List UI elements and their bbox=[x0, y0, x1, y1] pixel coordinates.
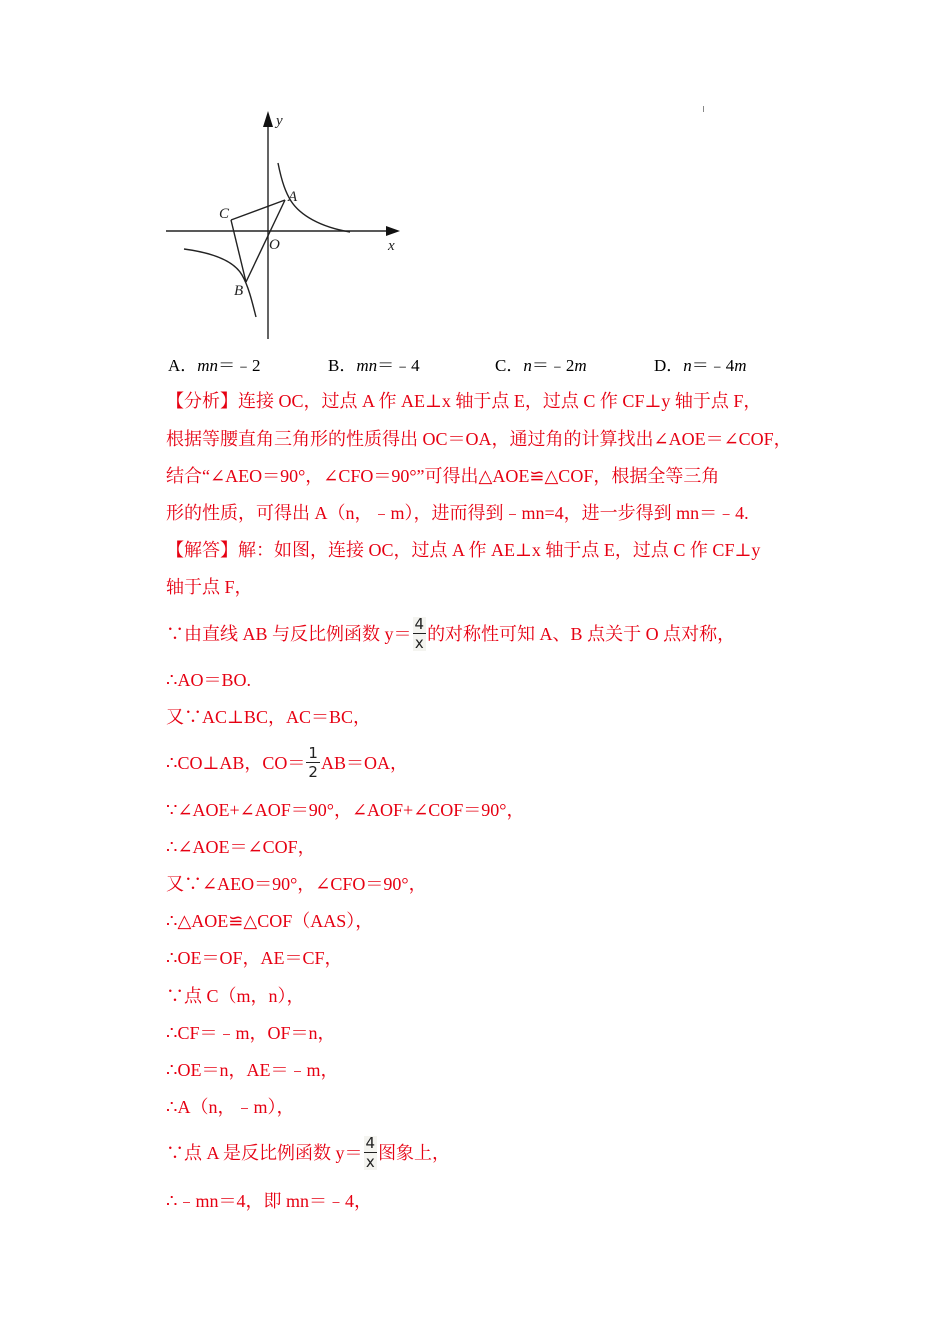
solution-intro-cont: 轴于点 F， bbox=[166, 577, 253, 597]
solution-step-2: ∴AO＝BO. bbox=[166, 670, 251, 690]
hyperbola-branch-q3 bbox=[184, 249, 256, 317]
analysis-line-2: 根据等腰直角三角形的性质得出 OC＝OA，通过角的计算找出∠AOE＝∠COF， bbox=[166, 429, 792, 449]
solution-step-4: ∴CO⊥AB，CO＝ $\frac{1}{2}$ AB＝OA， bbox=[166, 744, 408, 781]
solution-step-6: ∴∠AOE＝∠COF， bbox=[166, 837, 316, 857]
option-c[interactable]: C．n＝﹣2m bbox=[495, 356, 587, 375]
option-a[interactable]: A．mn＝﹣2 bbox=[168, 356, 261, 375]
y-axis-label: y bbox=[276, 113, 283, 129]
solution-step-5: ∵∠AOE+∠AOF＝90°，∠AOF+∠COF＝90°， bbox=[166, 800, 525, 820]
coordinate-figure bbox=[160, 105, 410, 350]
solution-step-8: ∴△AOE≌△COF（AAS）， bbox=[166, 911, 374, 931]
analysis-tag: 【分析】 bbox=[166, 391, 238, 411]
solution-tag: 【解答】 bbox=[166, 540, 238, 560]
answer-options bbox=[168, 351, 868, 377]
analysis-line-1: 【分析】连接 OC，过点 A 作 AE⊥x 轴于点 E，过点 C 作 CF⊥y 轴于点 F， bbox=[166, 391, 762, 411]
analysis-line-3: 结合“∠AEO＝90°，∠CFO＝90°”可得出△AOE≌△COF，根据全等三角 bbox=[166, 466, 720, 486]
solution-step-7: 又∵∠AEO＝90°，∠CFO＝90°， bbox=[166, 874, 427, 894]
option-d[interactable]: D．n＝﹣4m bbox=[654, 356, 747, 375]
solution-step-3: 又∵AC⊥BC，AC＝BC， bbox=[166, 707, 371, 727]
solution-step-12: ∴OE＝n，AE＝﹣m， bbox=[166, 1060, 339, 1080]
fraction-1-over-2: $\frac{1}{2}$ bbox=[308, 744, 318, 781]
x-axis-label: x bbox=[388, 238, 395, 254]
point-b-label: B bbox=[234, 283, 244, 299]
point-a-label: A bbox=[288, 189, 298, 205]
origin-label: O bbox=[269, 237, 280, 253]
segment-cb bbox=[231, 220, 246, 282]
solution-step-15: ∴﹣mn＝4，即 mn＝﹣4， bbox=[166, 1191, 372, 1211]
solution-step-1: ∵由直线 AB 与反比例函数 y＝ $\frac{4}{x}$ 的对称性可知 A、B 点关于 O 点对称， bbox=[166, 615, 736, 652]
solution-step-9: ∴OE＝OF，AE＝CF， bbox=[166, 948, 343, 968]
analysis-line-4: 形的性质，可得出 A（n，﹣m），进而得到﹣mn=4，进一步得到 mn＝﹣4. bbox=[166, 503, 749, 523]
fraction-4-over-x: $\frac{4}{x}$ bbox=[365, 1134, 376, 1171]
point-c-label: C bbox=[219, 206, 230, 222]
solution-step-14: ∵点 A 是反比例函数 y＝ $\frac{4}{x}$ 图象上， bbox=[166, 1134, 451, 1171]
graph-svg bbox=[160, 105, 410, 350]
solution-intro: 【解答】解：如图，连接 OC，过点 A 作 AE⊥x 轴于点 E，过点 C 作 CF⊥y bbox=[166, 540, 761, 560]
y-axis-arrow-icon bbox=[263, 111, 273, 127]
solution-step-11: ∴CF＝﹣m，OF＝n， bbox=[166, 1023, 336, 1043]
page-marker bbox=[703, 106, 704, 112]
solution-step-10: ∵点 C（m，n）， bbox=[166, 986, 305, 1006]
x-axis-arrow-icon bbox=[386, 226, 400, 236]
solution-step-13: ∴A（n，﹣m）， bbox=[166, 1097, 295, 1117]
fraction-4-over-x: $\frac{4}{x}$ bbox=[414, 615, 425, 652]
option-b[interactable]: B．mn＝﹣4 bbox=[328, 356, 420, 375]
